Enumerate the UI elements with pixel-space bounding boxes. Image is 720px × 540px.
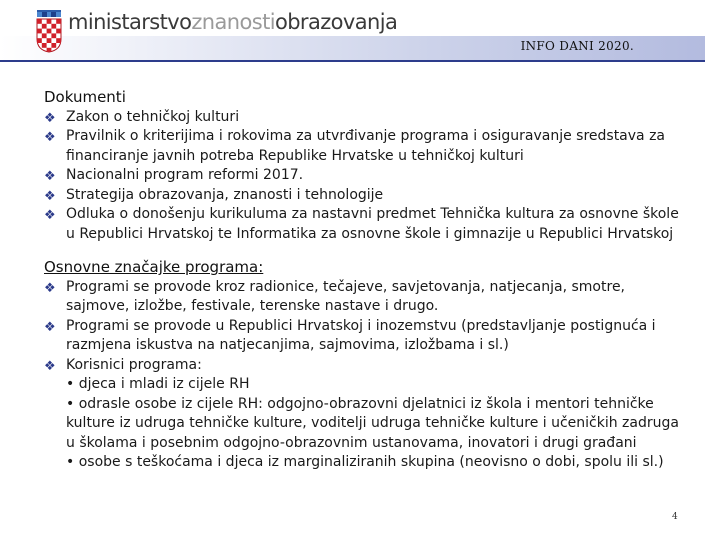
list-item-text: Programi se provode u Republici Hrvatskoj i inozemstvu (predstavljanje postignuća i razmjena iskustva na natjecanjima, sajmovima, izložbama i sl.)	[66, 317, 656, 353]
list-item	[44, 186, 684, 206]
list-item	[44, 278, 684, 317]
diamond-bullet-icon: ❖	[44, 358, 56, 374]
logo-part-2: znanosti	[191, 10, 275, 34]
info-dani-label: INFO DANI 2020.	[520, 39, 634, 53]
sub-item: • odrasle osobe iz cijele RH: odgojno-obrazovni djelatnici iz škola i mentori tehničke kulture iz udruga tehničke kulture, voditelji udruga tehničke kulture i učeničkih zadruga u školama i posebnim odgojno-obrazovnim ustanovama, inovatori i drugi građani	[66, 395, 679, 451]
documents-list	[44, 108, 684, 245]
logo-part-1: ministarstvo	[68, 10, 192, 34]
list-item	[44, 166, 684, 186]
page-number: 4	[672, 512, 678, 522]
diamond-bullet-icon: ❖	[44, 169, 56, 184]
slide-content	[44, 88, 684, 473]
program-features-list	[44, 278, 684, 473]
sub-item: • osobe s teškoćama i djeca iz marginaliziranih skupina (neovisno o dobi, spolu ili sl.)	[66, 454, 664, 470]
ministry-logo-text	[68, 9, 397, 35]
list-item	[44, 317, 684, 356]
list-item-text: Zakon o tehničkoj kulturi	[66, 108, 240, 125]
list-item-text: Korisnici programa:	[66, 356, 202, 373]
header	[0, 0, 720, 62]
section-gap	[44, 244, 684, 258]
documents-heading: Dokumenti	[44, 88, 126, 106]
diamond-bullet-icon: ❖	[44, 280, 56, 296]
croatian-coat-of-arms-icon	[36, 9, 62, 53]
list-item-text: Programi se provode kroz radionice, tečajeve, savjetovanja, natjecanja, smotre, sajmove, izložbe, festivale, terenske nastave i drugo.	[66, 278, 626, 314]
diamond-bullet-icon: ❖	[44, 208, 56, 223]
list-item	[44, 356, 684, 473]
diamond-bullet-icon: ❖	[44, 188, 56, 204]
list-item	[44, 127, 684, 166]
program-features-heading: Osnovne značajke programa:	[44, 258, 264, 276]
list-item	[44, 108, 684, 128]
logo-part-3: obrazovanja	[274, 10, 398, 34]
list-item-text: Pravilnik o kriterijima i rokovima za utvrđivanje programa i osiguravanje sredstava za financiranje javnih potreba Republike Hrvatske u tehničkoj kulturi	[66, 128, 666, 164]
list-item	[44, 205, 684, 244]
list-item-text: Nacionalni program reformi 2017.	[66, 167, 304, 183]
sub-item: • djeca i mladi iz cijele RH	[66, 376, 250, 392]
list-item-text: Odluka o donošenju kurikuluma za nastavni predmet Tehnička kultura za osnovne škole u Republici Hrvatskoj te Informatika za osnovne škole i gimnazije u Republici Hrvatskoj	[66, 206, 679, 242]
diamond-bullet-icon: ❖	[44, 319, 56, 335]
diamond-bullet-icon: ❖	[44, 130, 56, 145]
diamond-bullet-icon: ❖	[44, 110, 56, 126]
list-item-text: Strategija obrazovanja, znanosti i tehnologije	[66, 186, 384, 203]
